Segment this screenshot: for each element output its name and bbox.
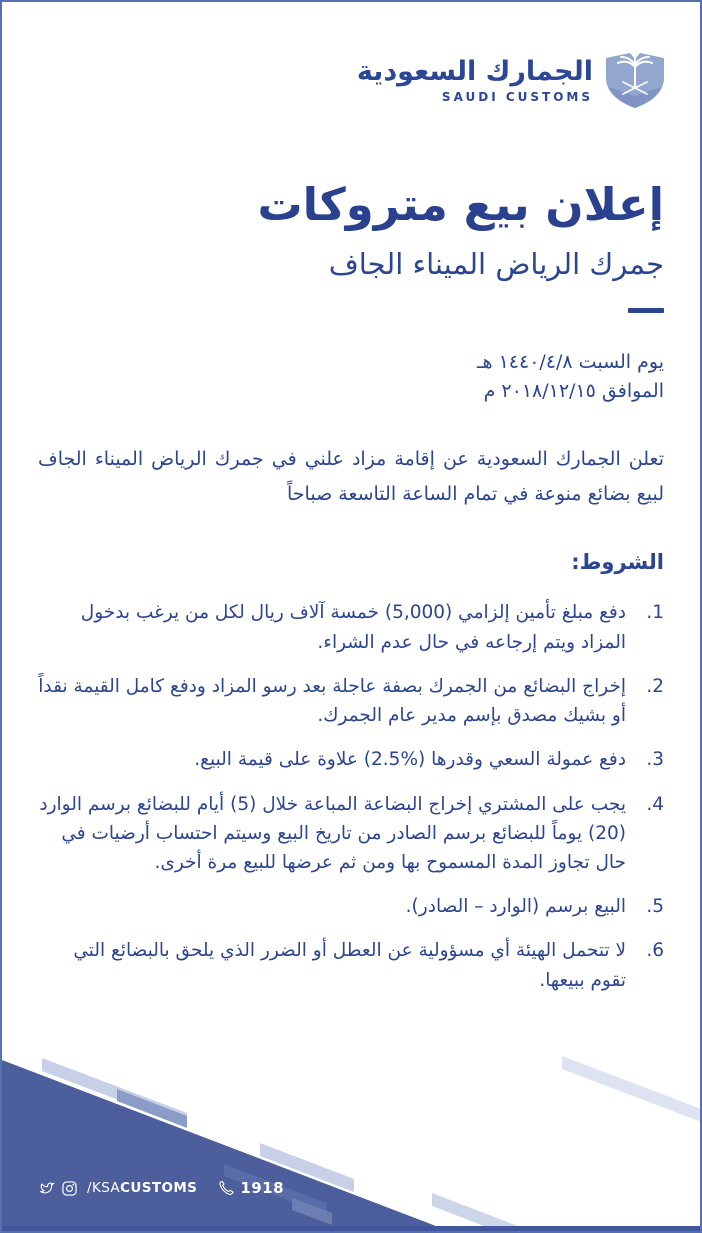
condition-number: 3.: [646, 749, 664, 771]
logo-wordmark: [357, 56, 593, 104]
footer-diagonal-band: [2, 1051, 700, 1231]
condition-number: 5.: [646, 896, 664, 918]
event-dates: [38, 348, 664, 405]
condition-item: [38, 672, 664, 730]
phone-contact: [219, 1179, 284, 1197]
condition-item: [38, 892, 664, 921]
footer-contact: [38, 1179, 284, 1197]
condition-number: 2.: [646, 675, 664, 697]
phone-number: 1918: [240, 1179, 285, 1197]
condition-item: [38, 745, 664, 774]
conditions-heading: الشروط:: [571, 550, 664, 575]
poster-content: [2, 2, 700, 1010]
page-title: إعلان بيع متروكات: [257, 178, 664, 231]
announcement-paragraph: تعلن الجمارك السعودية عن إقامة مزاد علني في جمرك الرياض الميناء الجاف لبيع بضائع منوعة في تمام الساعة التاسعة صباحاً: [38, 448, 664, 505]
condition-number: 6.: [646, 940, 664, 962]
conditions-list: [38, 598, 664, 994]
page-subtitle: جمرك الرياض الميناء الجاف: [328, 246, 664, 281]
instagram-icon: [62, 1181, 77, 1196]
customs-shield-icon: [606, 52, 664, 108]
saudi-customs-logo: [38, 52, 664, 108]
logo-name-arabic: الجمارك السعودية: [356, 55, 593, 87]
footer-stripe: [562, 1056, 700, 1123]
condition-number: 1.: [646, 602, 664, 624]
condition-item: [38, 936, 664, 994]
social-handle-name: CUSTOMS: [120, 1180, 198, 1196]
phone-icon: [219, 1181, 234, 1196]
condition-text: إخراج البضائع من الجمرك بصفة عاجلة بعد رسو المزاد ودفع كامل القيمة نقداً أو بشيك مصدق بإسم مدير عام الجمرك.: [38, 675, 626, 727]
logo-name-english: SAUDI CUSTOMS: [441, 90, 593, 105]
divider-dash: [628, 308, 664, 313]
hijri-date: يوم السبت ١٤٤٠/٤/٨ هـ: [476, 351, 664, 374]
condition-text: لا تتحمل الهيئة أي مسؤولية عن العطل أو الضرر الذي يلحق بالبضائع التي تقوم ببيعها.: [73, 940, 626, 991]
condition-text: البيع برسم (الوارد – الصادر).: [405, 896, 626, 918]
condition-item: [38, 790, 664, 878]
social-handle-prefix: /KSA: [87, 1180, 121, 1196]
footer-bottom-bar: [2, 1226, 700, 1231]
condition-item: [38, 598, 664, 656]
condition-text: يجب على المشتري إخراج البضاعة المباعة خلال (5) أيام للبضائع برسم الوارد (20) يوماً للبضائع برسم الصادر من تاريخ البيع وسيتم احتساب أرضيات في حال تجاوز المدة المسموح بها ومن ثم عرضها للبيع مرة أخرى.: [39, 793, 626, 873]
condition-number: 4.: [646, 793, 664, 815]
twitter-icon: [38, 1181, 55, 1196]
condition-text: دفع مبلغ تأمين إلزامي (5,000) خمسة آلاف ريال لكل من يرغب بدخول المزاد ويتم إرجاعه في حال عدم الشراء.: [80, 602, 626, 653]
footer-wedge: [2, 1060, 449, 1231]
social-handle: [87, 1180, 197, 1196]
condition-text: دفع عمولة السعي وقدرها (%2.5) علاوة على قيمة البيع.: [194, 749, 626, 771]
gregorian-date: الموافق ٢٠١٨/١٢/١٥ م: [483, 379, 664, 402]
